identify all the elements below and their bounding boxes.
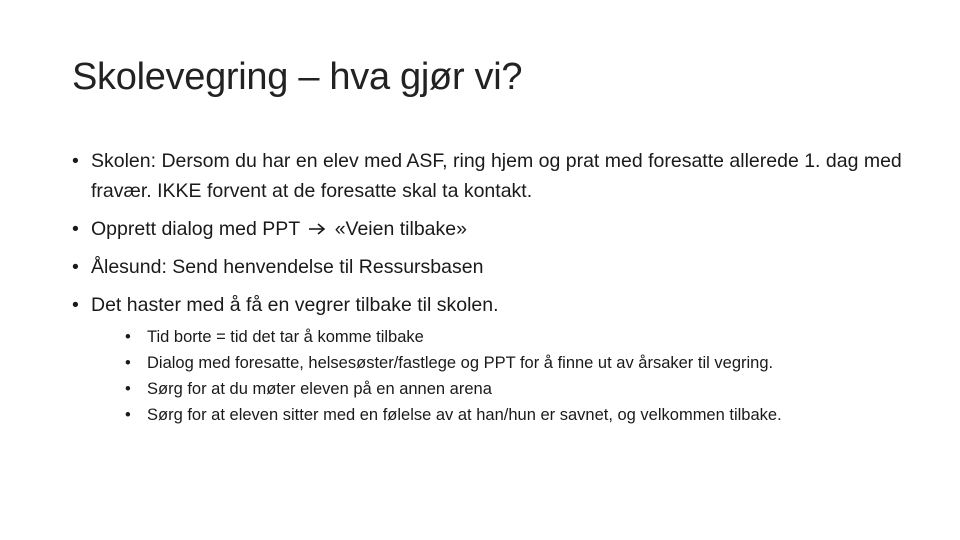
- slide-body: [72, 146, 912, 435]
- sub-bullet-item-4: [111, 404, 912, 427]
- sub-bullet-list: [91, 326, 912, 427]
- bullet-item-1: [72, 146, 912, 206]
- bullet-list: [72, 146, 912, 427]
- sub-bullet-text: Dialog med foresatte, helsesøster/fastlege og PPT for å finne ut av årsaker til vegring.: [147, 354, 774, 372]
- bullet-item-3: [72, 252, 912, 282]
- sub-bullet-dot: •: [125, 354, 131, 372]
- bullet-dot: •: [72, 294, 79, 316]
- sub-bullet-dot: •: [125, 406, 131, 424]
- bullet-dot: •: [72, 218, 79, 240]
- sub-bullet-text: Sørg for at du møter eleven på en annen arena: [147, 380, 492, 398]
- sub-bullet-item-2: [111, 352, 912, 375]
- bullet-item-2: [72, 214, 912, 244]
- bullet-text: Det haster med å få en vegrer tilbake til skolen.: [91, 294, 499, 316]
- slide-title: Skolevegring – hva gjør vi?: [72, 56, 523, 98]
- sub-bullet-item-1: [111, 326, 912, 349]
- bullet-text-before: Opprett dialog med PPT: [91, 218, 300, 240]
- bullet-item-4: [72, 290, 912, 427]
- bullet-dot: •: [72, 256, 79, 278]
- sub-bullet-text: Sørg for at eleven sitter med en følelse av at han/hun er savnet, og velkommen tilbake.: [147, 406, 782, 424]
- sub-bullet-item-3: [111, 378, 912, 401]
- bullet-dot: •: [72, 150, 79, 172]
- bullet-text: Skolen: Dersom du har en elev med ASF, ring hjem og prat med foresatte allerede 1. dag med fravær. IKKE forvent at de foresatte skal ta kontakt.: [91, 150, 902, 202]
- arrow-right-icon: [307, 222, 327, 236]
- bullet-text: Ålesund: Send henvendelse til Ressursbasen: [91, 256, 484, 278]
- bullet-text-after: «Veien tilbake»: [334, 218, 467, 240]
- sub-bullet-dot: •: [125, 380, 131, 398]
- sub-bullet-dot: •: [125, 328, 131, 346]
- sub-bullet-text: Tid borte = tid det tar å komme tilbake: [147, 328, 424, 346]
